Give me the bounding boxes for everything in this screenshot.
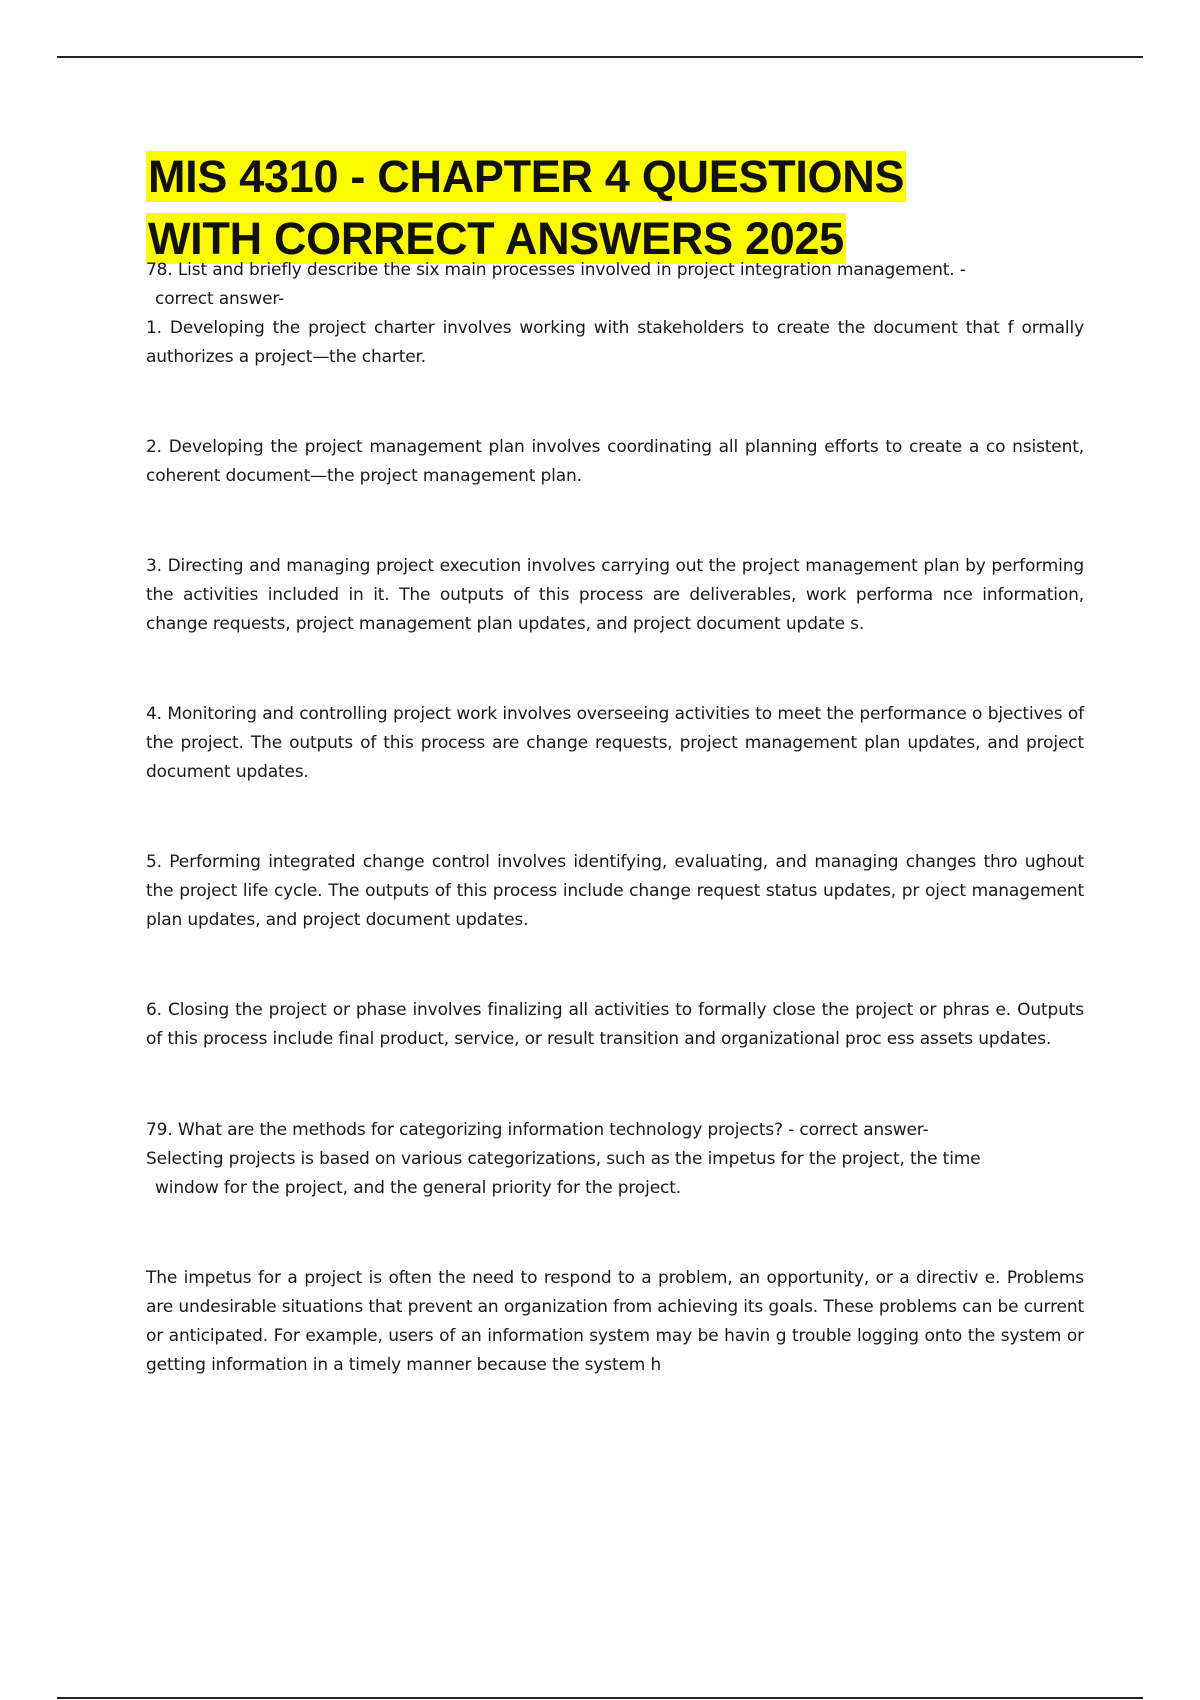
- process-item-4: 4. Monitoring and controlling project work involves overseeing activities to meet the performance o bjectives of the project. The outputs of this process are change requests, project management plan updates, and project document updates.: [146, 704, 1084, 782]
- question-79-text: 79. What are the methods for categorizing information technology projects? - correct answer-: [146, 1120, 929, 1140]
- process-item-3: 3. Directing and managing project execution involves carrying out the project management plan by performing the activities included in it. The outputs of this process are deliverables, work performa nce information, change requests, project management plan updates, and project document update s.: [146, 556, 1084, 634]
- question-79-answer-cont: window for the project, and the general priority for the project.: [155, 1178, 681, 1198]
- top-divider: [57, 56, 1143, 58]
- process-item-1: 1. Developing the project charter involves working with stakeholders to create the document that f ormally authorizes a project—the charter.: [146, 318, 1084, 367]
- question-78-answer-tag: correct answer-: [155, 289, 285, 309]
- title-line-2: WITH CORRECT ANSWERS 2025: [148, 213, 844, 264]
- question-78-text: 78. List and briefly describe the six main processes involved in project integration management. -: [146, 260, 966, 280]
- process-item-6: 6. Closing the project or phase involves finalizing all activities to formally close the project or phras e. Outputs of this process include final product, service, or result transition and organizational proc ess assets updates.: [146, 1000, 1084, 1049]
- document-title: [146, 146, 1086, 270]
- bottom-divider: [57, 1697, 1143, 1699]
- impetus-paragraph: The impetus for a project is often the need to respond to a problem, an opportunity, or a directiv e. Problems are undesirable situations that prevent an organization from achieving its goals. These problems can be current or anticipated. For example, users of an information system may be havin g trouble logging onto the system or getting information in a timely manner because the system h: [146, 1268, 1084, 1375]
- question-78: [146, 256, 1084, 314]
- document-body: [146, 256, 1084, 1380]
- process-item-2: 2. Developing the project management plan involves coordinating all planning efforts to create a co nsistent, coherent document—the project management plan.: [146, 437, 1084, 486]
- process-item-5: 5. Performing integrated change control involves identifying, evaluating, and managing changes thro ughout the project life cycle. The outputs of this process include change request status updates, pr oject management plan updates, and project document updates.: [146, 852, 1084, 930]
- question-79-answer: Selecting projects is based on various categorizations, such as the impetus for the project, the time: [146, 1149, 981, 1169]
- question-79: [146, 1116, 1084, 1203]
- title-line-1: MIS 4310 - CHAPTER 4 QUESTIONS: [148, 151, 905, 202]
